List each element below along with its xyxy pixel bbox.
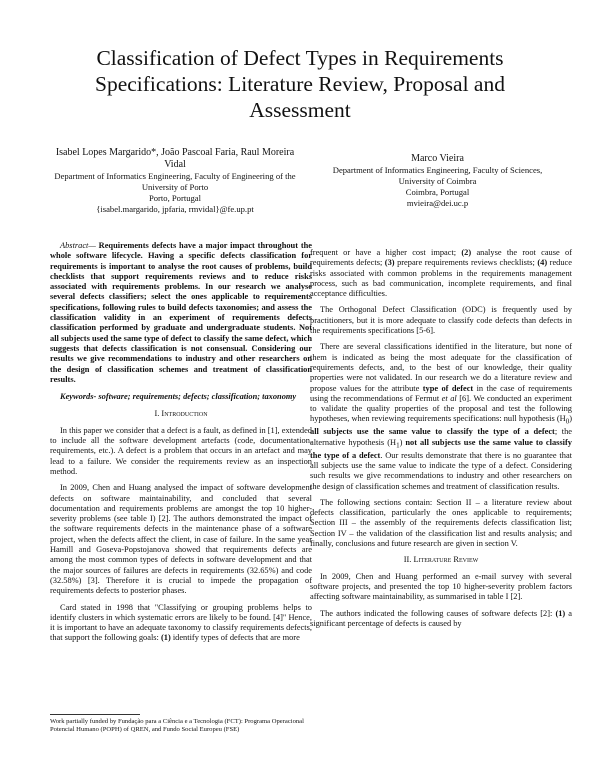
author-location-2: Coimbra, Portugal	[405, 187, 470, 197]
text-run: )	[569, 414, 572, 424]
footnote-rule	[50, 714, 140, 715]
text-run: analyse the root cause of requirements defects;	[310, 248, 572, 268]
author-email-2: mvieira@dei.uc.p	[406, 198, 469, 208]
right-column	[310, 248, 572, 635]
text-run: ; the alternative hypothesis (H	[310, 427, 572, 447]
text-run: (1)	[555, 608, 566, 618]
text-run: [6]. We conducted an experiment to validate the quality properties of the proposal and test the following hypotheses, when reviewing requirements specifications: null hypothesis (H	[310, 393, 572, 424]
author-names-2: Marco Vieira	[411, 153, 464, 164]
subscript: 1	[396, 441, 400, 450]
text-run: not all subjects use the same value to classify the type of a defect	[310, 437, 572, 460]
keywords	[50, 392, 312, 402]
left-column	[50, 241, 312, 650]
section-heading-lit: II. Literature Review	[403, 555, 479, 565]
text-run: . Our results demonstrate that there is no guarantee that all subjects use the same value to indicate the type of a defect. Considering such results we give recommendations to industry and other researchers on the design of classification schemes and treatment of classification results.	[310, 450, 572, 491]
text-run: There are several classifications identified in the literature, but none of them is indicated as being the most adequate for the classification of requirements defects, and, to the best of our knowledge, their quality properties were not validated. In our research we do a literature review and propose values for the attribute	[310, 342, 572, 393]
section-heading-intro: I. Introduction	[154, 409, 208, 419]
paragraph: The Orthogonal Defect Classification (ODC) is frequently used by practitioners, but it is more adequate to classify code defects than defects in the requirements specifications [5-6].	[310, 305, 572, 336]
footnote-text: Work partially funded by Fundação para a Ciência e a Tecnologia (FCT): Programa Operacional Potencial Humano (POPH) of QREN, and Fundo Social Europeu (FSE)	[50, 718, 304, 734]
author-names-1: Isabel Lopes Margarido*, João Pascoal Faria, Raul Moreira Vidal	[55, 147, 295, 170]
text-run: a significant percentage of defects is caused by	[310, 608, 572, 628]
abstract	[50, 241, 312, 385]
subscript: 0	[565, 418, 570, 427]
text-run: identify types of defects that are more	[170, 633, 300, 643]
author-location-1: Porto, Portugal	[148, 193, 202, 203]
paragraph: In 2009, Chen and Huang analysed the impact of software development defects on software maintainability, and concluded that several documentation and requirements problems are amongst the top 10 higher-severity problems (see table I) [2]. The authors demonstrated the impact of the software requirements defects in the maintenance phase of a software project, when the defects affect the client, in case of failure. In the same year Hamill and Goseva-Popstojanova showed that requirements defects are among the most common types of defects in software development and that the major sources of failures are defects in requirements (32.65%) and code (32.58%) [3]. Therefore it is crucial to impede the propagation of requirements defects to posterior phases.	[50, 483, 312, 596]
abstract-label: Abstract—	[60, 241, 96, 250]
paragraph: The following sections contain: Section II – a literature review about defects classification, particularly the ones applicable to requirements; Section III – the assembly of the requirements defects classification list; Section IV – the validation of the classification list and results analysis; and finally, conclusions and future research are given in section V.	[310, 497, 572, 549]
text-run: The authors indicated the following causes of software defects [2]:	[320, 608, 556, 618]
text-run: (3)	[384, 258, 395, 268]
paragraph	[50, 603, 312, 644]
text-run: prepare requirements reviews checklists;	[394, 258, 538, 268]
text-run: )	[399, 437, 406, 447]
text-run: frequent or have a higher cost impact;	[310, 248, 462, 257]
paragraph	[310, 342, 572, 492]
paragraph	[310, 609, 572, 630]
footnote	[50, 714, 310, 734]
text-run: Card stated in 1998 that "Classifying or grouping problems helps to identify clusters in which systematic errors are likely to be found. [4]" Hence, it is important to have an adequate taxonomy to classify requirements defects, that support the following goals:	[50, 602, 312, 643]
text-run: (1)	[160, 633, 171, 643]
text-run: (2)	[461, 248, 472, 257]
text-run: et al	[441, 393, 457, 403]
paragraph: In this paper we consider that a defect is a fault, as defined in [1], extended to include all the software development artefacts (code, documentation, requirements, etc.). A defect is a problem that occurs in an artefact and may lead to a failure. We consider the requirements review as an inspection method.	[50, 425, 312, 476]
paragraph: In 2009, Chen and Huang performed an e-mail survey with several software projects, and presented the top 10 higher-severity problem factors affecting software maintainability, as summarised in table I [2].	[310, 571, 572, 602]
paper-title: Classification of Defect Types in Requirements Specifications: Literature Review, Proposal and Assessment	[95, 46, 505, 122]
text-run: reduce risks associated with common problems in the requirements management process, such as bad communication, incomplete requirements, and final acceptance difficulties.	[310, 258, 572, 299]
text-run: type of defect	[422, 383, 474, 393]
author-block-2	[325, 153, 550, 209]
text-run: (4)	[537, 258, 548, 268]
abstract-text: Requirements defects have a major impact throughout the whole software lifecycle. Having a specific defects classification for requirements is important to analyse the root causes of problems, build checklists that support requirements reviews and to reduce risks associated with requirements problems. In our research we analyse several defects classifiers; select the ones applicable to requirements specifications, following rules to build defects taxonomies; and assess the classification validity in an experiment of requirements defects classification performed by graduate and undergraduate students. Not all subjects used the same type of defect to classify the same defect, which suggests that defects classification is not consensual. Considering our results we give recommendations to industry and other researchers on the design of classification schemes and treatment of classification results.	[50, 241, 312, 384]
paragraph	[310, 248, 572, 299]
author-block-1	[50, 147, 300, 215]
keywords-text: software; requirements; defects; classification; taxonomy	[96, 392, 297, 402]
author-affiliation-2: Department of Informatics Engineering, Faculty of Sciences, University of Coimbra	[332, 165, 543, 186]
author-affiliation-1: Department of Informatics Engineering, Faculty of Engineering of the University of Porto	[54, 171, 296, 192]
text-run: in the case of requirements using the recommendations of Fermut	[310, 383, 572, 403]
keywords-label: Keywords-	[60, 392, 97, 402]
text-run: all subjects use the same value to classify the type of a defect	[310, 427, 555, 437]
author-email-1: {isabel.margarido, jpfaria, rmvidal}@fe.up.pt	[96, 204, 254, 214]
